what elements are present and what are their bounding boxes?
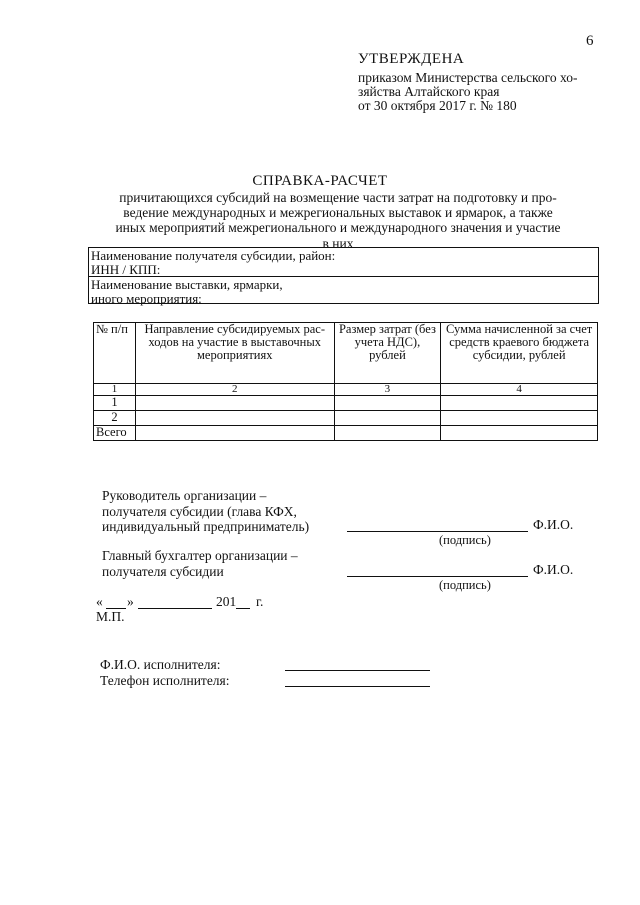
- head-signature-line[interactable]: [347, 531, 528, 532]
- table-cell[interactable]: [135, 426, 334, 441]
- executor-phone-label: Телефон исполнителя:: [100, 673, 230, 688]
- page-number: 6: [586, 33, 594, 49]
- header-sum: Сумма начисленной за счет средств краевого бюджета субсидии, рублей: [441, 323, 598, 384]
- approval-line-1: приказом Министерства сельского хо-: [358, 70, 578, 85]
- date-close-quote: »: [127, 594, 134, 609]
- subtitle-line-4: в них: [322, 235, 354, 251]
- accountant-label-line-2: получателя субсидии: [102, 563, 224, 579]
- table-cell[interactable]: [441, 426, 598, 441]
- table-cell[interactable]: [135, 396, 334, 411]
- approval-heading: УТВЕРЖДЕНА: [358, 51, 465, 67]
- header-direction: Направление субсидируемых рас-ходов на участие в выставочных мероприятиях: [135, 323, 334, 384]
- head-label-line-2: получателя субсидии (глава КФХ,: [102, 503, 297, 519]
- executor-phone-line[interactable]: [285, 686, 430, 687]
- executor-name-label: Ф.И.О. исполнителя:: [100, 657, 221, 672]
- total-label: Всего: [94, 426, 136, 441]
- head-fio-label: Ф.И.О.: [533, 517, 574, 532]
- head-signature-label: [102, 488, 309, 535]
- accountant-fio-label: Ф.И.О.: [533, 562, 574, 577]
- column-numbers-row: [94, 384, 598, 396]
- table-row: [94, 411, 598, 426]
- document-title: СПРАВКА-РАСЧЕТ: [252, 173, 388, 189]
- row-number: 1: [94, 396, 136, 411]
- table-row: [94, 396, 598, 411]
- column-number: 1: [94, 384, 136, 396]
- executor-name-line[interactable]: [285, 670, 430, 671]
- date-year-suffix: г.: [256, 594, 264, 609]
- column-number: 3: [334, 384, 441, 396]
- subtitle-line-2: ведение международных и межрегиональных выставок и ярмарок, а также: [123, 205, 553, 221]
- date-month-line[interactable]: [138, 608, 212, 609]
- event-name-label: [89, 278, 598, 305]
- table-cell[interactable]: [441, 396, 598, 411]
- table-total-row: [94, 426, 598, 441]
- document-subtitle: [82, 190, 594, 251]
- approval-line-3: от 30 октября 2017 г. № 180: [358, 98, 517, 113]
- stamp-label: М.П.: [96, 609, 125, 624]
- head-label-line-1: Руководитель организации –: [102, 488, 267, 503]
- accountant-signature-caption: (подпись): [439, 578, 491, 592]
- table-header-row: [94, 323, 598, 384]
- table-cell[interactable]: [441, 411, 598, 426]
- table-cell[interactable]: [334, 396, 441, 411]
- subsidy-table: [93, 322, 598, 441]
- header-expense: Размер затрат (без учета НДС), рублей: [334, 323, 441, 384]
- column-number: 2: [135, 384, 334, 396]
- date-year-line[interactable]: [236, 608, 250, 609]
- head-label-line-3: индивидуальный предприниматель): [102, 519, 310, 534]
- accountant-label-line-1: Главный бухгалтер организации –: [102, 548, 298, 563]
- subtitle-line-1: причитающихся субсидий на возмещение части затрат на подготовку и про-: [119, 190, 557, 205]
- table-cell[interactable]: [135, 411, 334, 426]
- recipient-name-label: Наименование получателя субсидии, район:: [91, 248, 336, 263]
- column-number: 4: [441, 384, 598, 396]
- header-num: № п/п: [94, 323, 136, 384]
- inn-kpp-label: ИНН / КПП:: [89, 263, 598, 277]
- table-cell[interactable]: [334, 411, 441, 426]
- head-signature-caption: (подпись): [439, 533, 491, 547]
- approval-line-2: зяйства Алтайского края: [358, 84, 500, 99]
- event-name-line-1: Наименование выставки, ярмарки,: [91, 277, 283, 292]
- recipient-info-box: [88, 247, 599, 304]
- date-year-prefix: 201: [216, 594, 237, 609]
- event-name-line-2: иного мероприятия:: [91, 290, 202, 306]
- accountant-signature-line[interactable]: [347, 576, 528, 577]
- table-cell[interactable]: [334, 426, 441, 441]
- date-open-quote: «: [96, 594, 103, 609]
- row-number: 2: [94, 411, 136, 426]
- subtitle-line-3: иных мероприятий межрегионального и международного значения и участие: [115, 220, 561, 236]
- accountant-signature-label: [102, 548, 298, 579]
